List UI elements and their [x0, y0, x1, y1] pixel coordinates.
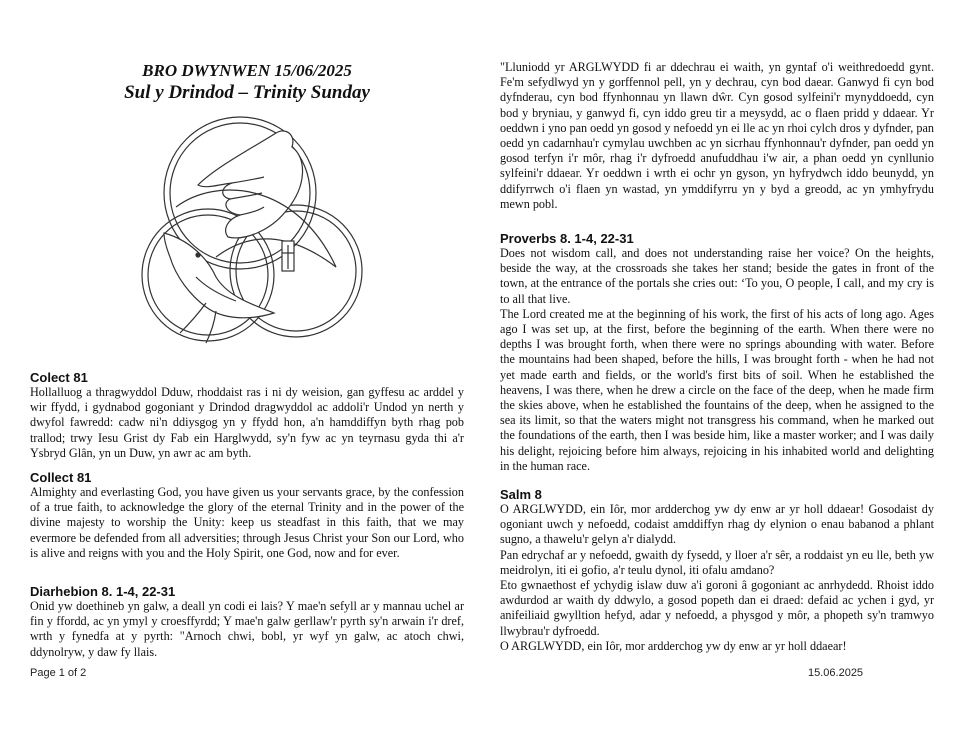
salm-section — [500, 487, 934, 654]
salm-heading: Salm 8 — [500, 487, 542, 502]
salm-line: Eto gwnaethost ef ychydig islaw duw a'i goroni â gogoniant ac anrhydedd. Rhoist iddo awdurdod ar waith dy ddwylo, a gosod popeth dan ei draed: defaid ac ychen i gyd, yr anifeiliaid gwylltion hefyd, adar y nefoedd, a physgod y môr, a phopeth sy'n tramwyo llwybrau'r dyfroedd. — [500, 578, 934, 638]
collect-heading: Collect 81 — [30, 470, 92, 485]
salm-line: Pan edrychaf ar y nefoedd, gwaith dy fysedd, y lloer a'r sêr, a roddaist yn eu lle, beth yw meidrolyn, iti ei gofio, a'r teulu dynol, iti ofalu amdano? — [500, 547, 934, 577]
proverbs-paragraph: The Lord created me at the beginning of his work, the first of his acts of long ago. Ages ago I was set up, at the first, before the beginning of the earth. When there were no depths I was brought forth, when there were no springs abounding with water. Before the mountains had been shaped, before the hills, I was brought forth - when he had not yet made earth and fields, or the world's first bits of soil. When he established the heavens, I was there, when he drew a circle on the face of the deep, when he made firm the skies above, when he established the fountains of the deep, when he assigned to the sea its limit, so that the waters might not transgress his command, when he marked out the foundations of the earth, then I was beside him, like a master worker; and I was daily his delight, rejoicing before him always, rejoicing in his inhabited world and delighting in the human race. — [500, 306, 934, 473]
salm-text — [500, 502, 934, 654]
colect-welsh-section — [30, 370, 464, 461]
diarhebion-continuation-text: "Lluniodd yr ARGLWYDD fi ar ddechrau ei waith, yn gyntaf o'i weithredoedd gynt. Fe'm sefydlwyd yn y gorffennol pell, yn y dechrau, cyn bod daear. Ganwyd fi cyn bod dyfnderau, cyn bod ffynhonnau yn llawn dŵr. Cyn gosod sylfeini'r mynyddoedd, cyn bod y bryniau, y ganwyd fi, cyn iddo greu tir a meysydd, ac o flaen pridd y ddaear. Yr oeddwn i yno pan oedd yn gosod y nefoedd yn ei lle ac yn rhoi cylch dros y dyfnder, pan oedd yn cadarnhau'r cymylau uwchben ac yn sicrhau ffynhonnau'r dyfnder, pan oedd yn gosod terfyn i'r môr, rhag i'r dyfroedd anufuddhau i'w air, a phan oedd yn cynllunio sylfeini'r ddaear. Yr oeddwn i wrth ei ochr yn gyson, yn hyfrydwch iddo beunydd, yn ddifyrrwch o'i flaen yn wastad, yn ymddifyrru yn y byd a greodd, ac yn ymhyfrydu mewn pobl. — [500, 60, 934, 211]
salm-line: O ARGLWYDD, ein Iôr, mor ardderchog yw dy enw ar yr holl ddaear! Gosodaist dy ogoniant uwch y nefoedd, codaist amddiffyn rhag dy elynion o enau babanod a phlant sugno, a thawelu'r gelyn a'r dialydd. — [500, 502, 934, 547]
collect-english-section — [30, 470, 464, 561]
colect-heading: Colect 81 — [30, 370, 88, 385]
diarhebion-text: Onid yw doethineb yn galw, a deall yn codi ei lais? Y mae'n sefyll ar y mannau uchel ar fin y ffordd, ac yn ymyl y croesffyrdd; Y mae'n galw gerllaw'r pyrth sy'n arwain i'r dref, wrth y fynedfa at y pyrth: "Arnoch chwi, bobl, yr wyf yn galw, ac atoch chwi, ddynolryw, y daw fy llais. — [30, 599, 464, 659]
salm-line: O ARGLWYDD, ein Iôr, mor ardderchog yw dy enw ar yr holl ddaear! — [500, 638, 847, 653]
page-number: Page 1 of 2 — [30, 667, 87, 679]
page-subtitle: Sul y Drindod – Trinity Sunday — [124, 82, 370, 103]
proverbs-heading: Proverbs 8. 1-4, 22-31 — [500, 231, 634, 246]
footer-date: 15.06.2025 — [808, 667, 864, 679]
proverbs-paragraph: Does not wisdom call, and does not understanding raise her voice? On the heights, beside the way, at the crossroads she takes her stand; beside the gates in front of the town, at the entrance of the portals she cries out: ‘To you, O people, I call, and my cry is to all that live. — [500, 246, 934, 306]
hand — [198, 131, 303, 238]
trinity-hand-dove-fish-icon — [136, 107, 370, 357]
diarhebion-heading: Diarhebion 8. 1-4, 22-31 — [30, 584, 176, 599]
colect-text: Hollalluog a thragwyddol Dduw, rhoddaist ras i ni dy weision, gan gyffesu ac arddel y wir ffydd, i gydnabod gogoniant y Drindod dragwyddol ac addoli'r Undod yn nerth y dwyfol fawredd: cadw ni'n ddiysgog yn y ffydd hon, a'n hamddiffyn byth rhag pob trallod; trwy Iesu Grist dy Fab ein Harglwydd, sy'n fyw ac yn teyrnasu gyda thi a'r Ysbryd Glân, yn un Duw, yn awr ac am byth. — [30, 385, 464, 460]
proverbs-text — [500, 246, 934, 474]
page-title: BRO DWYNWEN 15/06/2025 — [142, 61, 352, 80]
diarhebion-section — [30, 584, 464, 660]
proverbs-section — [500, 231, 934, 474]
dove — [164, 233, 274, 318]
collect-text: Almighty and everlasting God, you have given us your servants grace, by the confession of a true faith, to acknowledge the glory of the eternal Trinity and in the power of the divine majesty to worship the Unity: keep us steadfast in this faith, that we may evermore be defended from all adversities; through Jesus Christ your Son our Lord, who is alive and reigns with you and the Holy Spirit, one God, now and for ever. — [30, 485, 464, 560]
welsh-continuation-section — [500, 60, 934, 212]
